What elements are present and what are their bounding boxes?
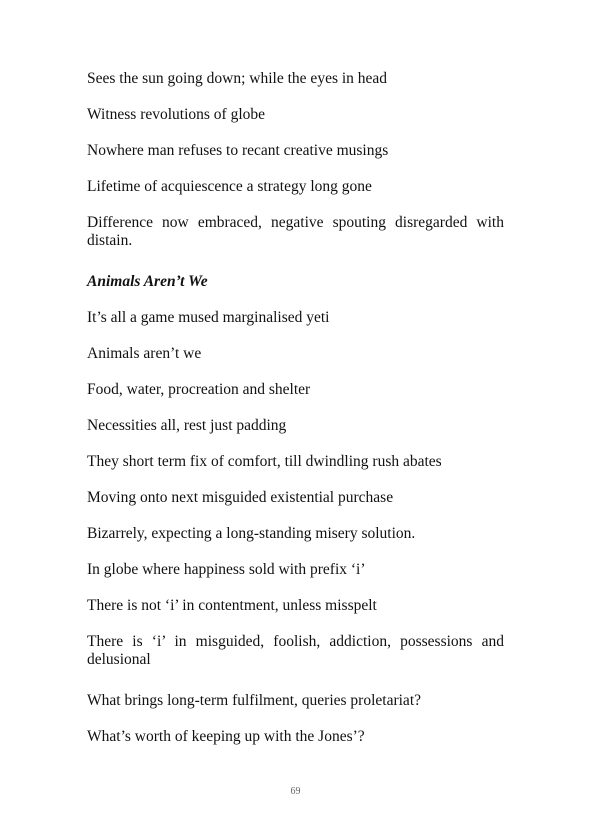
verse-line: There is not ‘i’ in contentment, unless misspelt (87, 597, 377, 614)
verse-line: Difference now embraced, negative spouting disregarded with distain. (87, 214, 504, 249)
page-number: 69 (290, 786, 301, 797)
verse-line: What’s worth of keeping up with the Jones’? (87, 728, 365, 745)
verse-line: There is ‘i’ in misguided, foolish, addiction, possessions and delusional (87, 633, 504, 668)
verse-line: Animals aren’t we (87, 345, 202, 362)
poem-title: Animals Aren’t We (87, 273, 208, 290)
verse-line: Lifetime of acquiescence a strategy long gone (87, 178, 372, 195)
verse-line: It’s all a game mused marginalised yeti (87, 309, 330, 326)
verse-line: In globe where happiness sold with prefix ‘i’ (87, 561, 366, 578)
verse-line: Nowhere man refuses to recant creative musings (87, 142, 389, 159)
verse-line: What brings long-term fulfilment, queries proletariat? (87, 692, 421, 709)
verse-line: Necessities all, rest just padding (87, 417, 287, 434)
verse-line: Bizarrely, expecting a long-standing misery solution. (87, 525, 416, 542)
verse-line: Witness revolutions of globe (87, 106, 266, 123)
verse-line: Sees the sun going down; while the eyes in head (87, 70, 388, 87)
verse-line: Food, water, procreation and shelter (87, 381, 311, 398)
verse-line: They short term fix of comfort, till dwindling rush abates (87, 453, 442, 470)
verse-line: Moving onto next misguided existential purchase (87, 489, 394, 506)
